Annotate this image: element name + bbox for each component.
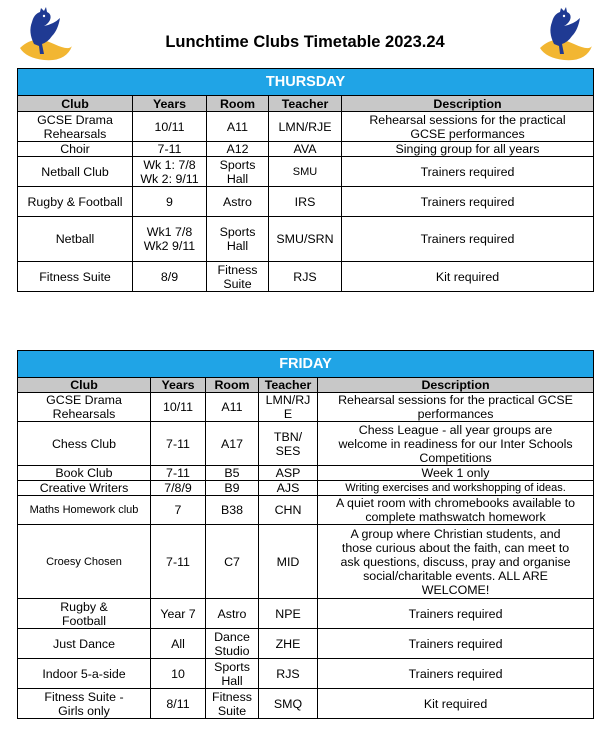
table-row [18, 187, 594, 217]
teacher-cell: MID [259, 525, 318, 599]
teacher-cell: AVA [269, 142, 342, 157]
club-cell: Rugby & Football [18, 599, 151, 629]
friday-table [17, 350, 594, 719]
club-cell: Netball Club [18, 157, 133, 187]
room-cell: Sports Hall [206, 659, 259, 689]
description-cell: Trainers required [342, 157, 594, 187]
description-cell: A group where Christian students, and those curious about the faith, can meet to ask questions, discuss, pray and organise social/charitable events. ALL ARE WELCOME! [318, 525, 594, 599]
room-cell: Fitness Suite [206, 689, 259, 719]
thursday-table [17, 68, 594, 292]
description-cell: Singing group for all years [342, 142, 594, 157]
teacher-cell: CHN [259, 496, 318, 525]
table-row [18, 217, 594, 262]
description-cell: Writing exercises and workshopping of ideas. [318, 481, 594, 496]
teacher-cell: SMU [269, 157, 342, 187]
teacher-cell: SMU/SRN [269, 217, 342, 262]
description-cell: Rehearsal sessions for the practical GCSE performances [318, 393, 594, 422]
room-cell: B38 [206, 496, 259, 525]
column-header-club: Club [18, 96, 133, 112]
club-cell: Creative Writers [18, 481, 151, 496]
description-cell: Kit required [342, 262, 594, 292]
room-cell: Astro [206, 599, 259, 629]
day-header: FRIDAY [18, 351, 594, 378]
room-cell: Fitness Suite [207, 262, 269, 292]
years-cell: 8/11 [151, 689, 206, 719]
club-cell: Chess Club [18, 422, 151, 466]
column-header-years: Years [133, 96, 207, 112]
column-header-teacher: Teacher [269, 96, 342, 112]
table-row [18, 659, 594, 689]
table-row [18, 525, 594, 599]
teacher-cell: ASP [259, 466, 318, 481]
teacher-cell: LMN/RJE [269, 112, 342, 142]
room-cell: B5 [206, 466, 259, 481]
description-cell: Trainers required [342, 217, 594, 262]
teacher-cell: SMQ [259, 689, 318, 719]
years-cell: 8/9 [133, 262, 207, 292]
years-cell: 7-11 [133, 142, 207, 157]
room-cell: Sports Hall [207, 157, 269, 187]
years-cell: 7/8/9 [151, 481, 206, 496]
teacher-cell: RJS [269, 262, 342, 292]
teacher-cell: IRS [269, 187, 342, 217]
teacher-cell: LMN/RJ E [259, 393, 318, 422]
description-cell: A quiet room with chromebooks available to complete mathswatch homework [318, 496, 594, 525]
room-cell: A12 [207, 142, 269, 157]
years-cell: Wk 1: 7/8 Wk 2: 9/11 [133, 157, 207, 187]
years-cell: 9 [133, 187, 207, 217]
column-header-room: Room [207, 96, 269, 112]
day-header: THURSDAY [18, 69, 594, 96]
table-row [18, 629, 594, 659]
club-cell: Fitness Suite - Girls only [18, 689, 151, 719]
table-row [18, 112, 594, 142]
description-cell: Kit required [318, 689, 594, 719]
teacher-cell: ZHE [259, 629, 318, 659]
table-row [18, 481, 594, 496]
description-cell: Chess League - all year groups are welcome in readiness for our Inter Schools Competitions [318, 422, 594, 466]
club-cell: GCSE Drama Rehearsals [18, 112, 133, 142]
column-header-room: Room [206, 378, 259, 393]
column-header-club: Club [18, 378, 151, 393]
club-cell: Maths Homework club [18, 496, 151, 525]
years-cell: 7-11 [151, 422, 206, 466]
club-cell: Croesy Chosen [18, 525, 151, 599]
years-cell: 7-11 [151, 466, 206, 481]
table-row [18, 142, 594, 157]
column-header-teacher: Teacher [259, 378, 318, 393]
club-cell: Netball [18, 217, 133, 262]
description-cell: Trainers required [318, 599, 594, 629]
teacher-cell: NPE [259, 599, 318, 629]
club-cell: Indoor 5-a-side [18, 659, 151, 689]
column-header-description: Description [342, 96, 594, 112]
table-row [18, 496, 594, 525]
description-cell: Trainers required [342, 187, 594, 217]
table-row [18, 689, 594, 719]
table-row [18, 599, 594, 629]
years-cell: 10/11 [133, 112, 207, 142]
room-cell: Sports Hall [207, 217, 269, 262]
description-cell: Trainers required [318, 659, 594, 689]
description-cell: Trainers required [318, 629, 594, 659]
teacher-cell: RJS [259, 659, 318, 689]
years-cell: Wk1 7/8 Wk2 9/11 [133, 217, 207, 262]
room-cell: A11 [207, 112, 269, 142]
club-cell: Just Dance [18, 629, 151, 659]
years-cell: All [151, 629, 206, 659]
column-header-years: Years [151, 378, 206, 393]
table-row [18, 393, 594, 422]
table-row [18, 422, 594, 466]
page-title: Lunchtime Clubs Timetable 2023.24 [165, 33, 445, 51]
room-cell: Astro [207, 187, 269, 217]
description-cell: Rehearsal sessions for the practical GCSE performances [342, 112, 594, 142]
column-header-description: Description [318, 378, 594, 393]
room-cell: A17 [206, 422, 259, 466]
room-cell: B9 [206, 481, 259, 496]
teacher-cell: AJS [259, 481, 318, 496]
teacher-cell: TBN/ SES [259, 422, 318, 466]
years-cell: 7-11 [151, 525, 206, 599]
years-cell: 10 [151, 659, 206, 689]
room-cell: A11 [206, 393, 259, 422]
description-cell: Week 1 only [318, 466, 594, 481]
table-row [18, 262, 594, 292]
table-row [18, 157, 594, 187]
club-cell: Fitness Suite [18, 262, 133, 292]
club-cell: Rugby & Football [18, 187, 133, 217]
club-cell: Choir [18, 142, 133, 157]
room-cell: Dance Studio [206, 629, 259, 659]
room-cell: C7 [206, 525, 259, 599]
club-cell: Book Club [18, 466, 151, 481]
years-cell: Year 7 [151, 599, 206, 629]
years-cell: 7 [151, 496, 206, 525]
years-cell: 10/11 [151, 393, 206, 422]
club-cell: GCSE Drama Rehearsals [18, 393, 151, 422]
table-row [18, 466, 594, 481]
